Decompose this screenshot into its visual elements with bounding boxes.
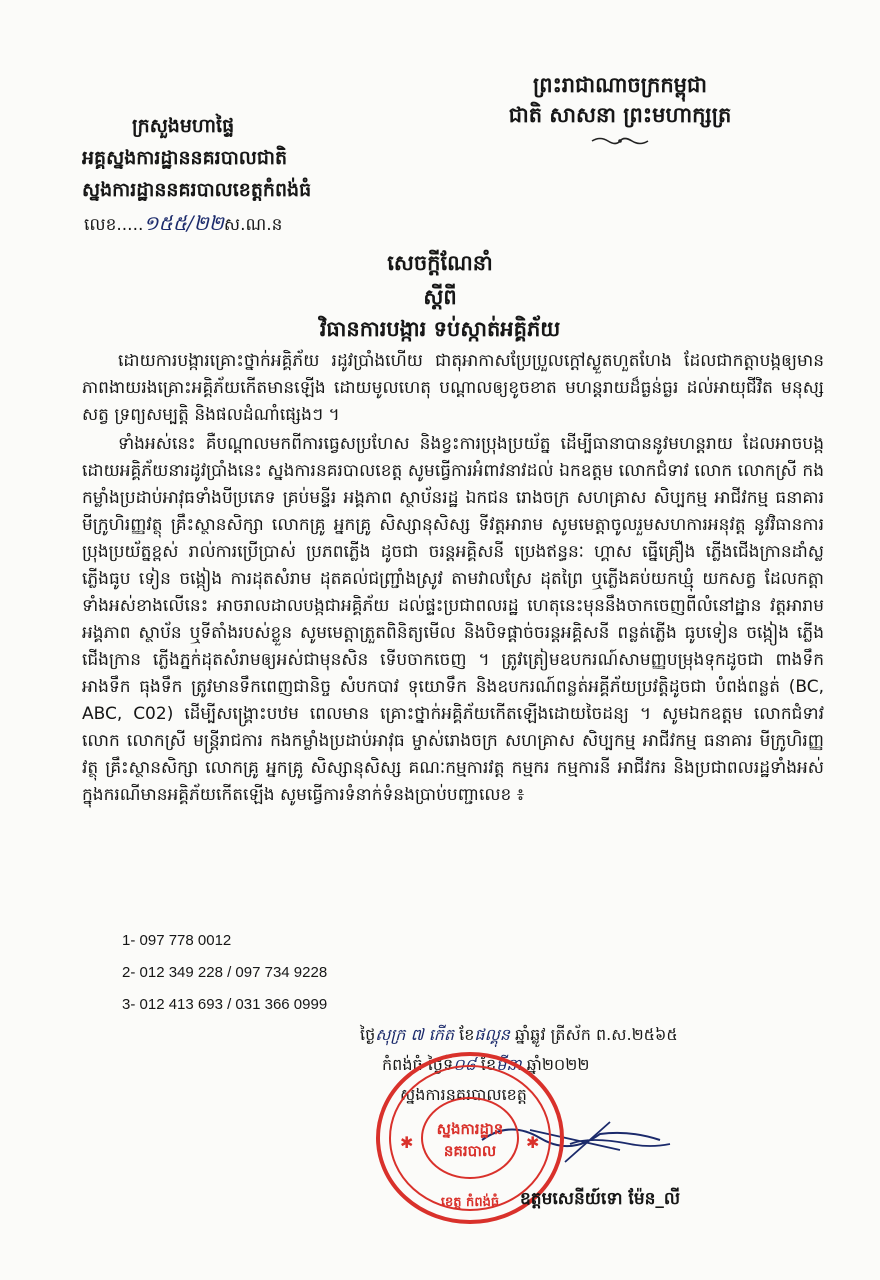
stamp-text-2: នគរបាល [443, 1142, 497, 1160]
hotline-item: 2- 012 349 228 / 097 734 9228 [122, 964, 328, 981]
ornament-divider-icon [590, 136, 650, 146]
provincial-commissariat: ស្នងការដ្ឋាននគរបាលខេត្តកំពង់ធំ [82, 179, 312, 201]
reference-handwritten-year: ២២ [193, 211, 224, 235]
issuing-office: ស្នងការនគរបាលខេត្ត [400, 1085, 527, 1104]
svg-text:✱: ✱ [400, 1133, 414, 1152]
general-commissariat: អគ្គស្នងការដ្ឋាននគរបាលជាតិ [82, 147, 288, 169]
document-title-about: ស្ដីពី [423, 285, 457, 309]
ministry-name: ក្រសួងមហាផ្ទៃ [132, 115, 235, 137]
document-subject: វិធានការបង្ការ ទប់ស្កាត់អគ្គិភ័យ [319, 317, 561, 341]
kingdom-title: ព្រះរាជាណាចក្រកម្ពុជា [532, 73, 707, 97]
document-title: សេចក្ដីណែនាំ [387, 251, 493, 275]
stamp-text-1: ស្នងការដ្ឋាន [436, 1120, 504, 1138]
national-motto: ជាតិ សាសនា ព្រះមហាក្សត្រ [508, 103, 732, 127]
svg-text:✱: ✱ [526, 1133, 540, 1152]
reference-number: លេខ.....១៥៥/២២ស.ណ.ន [84, 211, 283, 235]
hotline-item: 1- 097 778 0012 [122, 932, 232, 949]
body-paragraph-1: ដោយការបង្ការគ្រោះថ្នាក់អគ្គិភ័យ រដូវប្រាំងហើយ ជាតុអាកាសប្រែប្រួលក្ដៅស្ងួតហួតហែង ដែលជាកត្តាបង្កឲ្យមានភាពងាយរងគ្រោះអគ្គិភ័យកើតមានឡើង ដោយមូលហេតុ បណ្ដាលឲ្យខូចខាត មហន្តរាយដ៏ធ្ងន់ធ្ងរ ដល់អាយុជីវិត មនុស្ស សត្វ ទ្រព្យសម្បត្តិ និងផលដំណាំផ្សេងៗ ។ [82, 351, 824, 425]
document-body [82, 348, 824, 809]
kingdom-header [470, 70, 770, 150]
signer-name: ឧត្ដមសេនីយ៍ទោ ម៉ែន_លី [520, 1189, 681, 1209]
hotline-list [122, 930, 327, 1026]
lunar-date: ថ្ងៃសុក្រ ៧ កើត ខែផល្គុន ឆ្នាំឆ្លូវ ត្រីស័ក ព.ស.២៥៦៥ [360, 1025, 678, 1044]
ministry-header [82, 110, 402, 206]
body-paragraph-2: ទាំងអស់នេះ គឺបណ្ដាលមកពីការធ្វេសប្រហែស និងខ្វះការប្រុងប្រយ័ត្ន ដើម្បីធានាបាននូវមហន្តរាយ ដែលអាចបង្កដោយអគ្គិភ័យនារដូវប្រាំងនេះ ស្នងការនគរបាលខេត្ត សូមធ្វើការអំពាវនាវដល់ ឯកឧត្ដម លោកជំទាវ លោក លោកស្រី កងកម្លាំងប្រដាប់អាវុធទាំងបីប្រភេទ គ្រប់មន្ទីរ អង្គភាព ស្ថាប័នរដ្ឋ ឯកជន រោងចក្រ សហគ្រាស សិប្បកម្ម អាជីវកម្ម ធនាគារ មីក្រូហិរញ្ញវត្ថុ គ្រឹះស្ថានសិក្សា លោកគ្រូ អ្នកគ្រូ សិស្សានុសិស្ស ទីវត្តអារាម សូមមេត្តាចូលរួមសហការអនុវត្ត នូវវិធានការប្រុងប្រយ័ត្នខ្ពស់ រាល់ការប្រើប្រាស់ ប្រភពភ្លើង ដូចជា ចរន្តអគ្គិសនី ប្រេងឥន្ធនៈ ហ្គាស ធ្នើគ្រឿង ភ្លើងជើងក្រានដាំស្ល ភ្លើងធូប ទៀន ចង្កៀង ការដុតសំរាម ដុតគល់ជញ្ជ្រាំងស្រូវ តាមវាលស្រែ ដុតព្រៃ ឬភ្លើងគប់យកឃ្មុំ យកសត្វ ដែលកត្តាទាំងអស់ខាងលើនេះ អាចរាលដាលបង្កជាអគ្គិភ័យ ដល់ផ្ទះប្រជាពលរដ្ឋ ហេតុនេះមុននឹងចាកចេញពីលំនៅដ្ឋាន វត្តអារាម អង្គភាព ស្ថាប័ន ឬទីតាំងរបស់ខ្លួន សូមមេត្តាត្រួតពិនិត្យមើល និងបិទផ្ដាច់ចរន្តអគ្គិសនី ពន្លត់ភ្លើង ធូបទៀន ចង្កៀង ភ្លើងជើងក្រាន ភ្លើងភ្នក់ដុតសំរាមឲ្យអស់ជាមុនសិន ទើបចាកចេញ ។ ត្រូវត្រៀមឧបករណ៍សាមញ្ញបម្រុងទុកដូចជា ពាងទឹក អាងទឹក ធុងទឹក ត្រូវមានទឹកពេញជានិច្ច សំបកបាវ ទុយោទឹក និងឧបករណ៍ពន្លត់អគ្គីភ័យប្រវត្តិដូចជា បំពង់ពន្លត់ (BC, ABC, C02) ដើម្បីសង្គ្រោះបឋម ពេលមាន គ្រោះថ្នាក់អគ្គិភ័យកើតឡើងដោយចៃដន្យ ។ សូមឯកឧត្ដម លោកជំទាវ លោក លោកស្រី មន្ត្រីរាជការ កងកម្លាំងប្រដាប់អាវុធ ម្ចាស់រោងចក្រ សហគ្រាស សិប្បកម្ម អាជីវកម្ម ធនាគារ មីក្រូហិរញ្ញវត្ថុ គ្រឹះស្ថានសិក្សា លោកគ្រូ អ្នកគ្រូ សិស្សានុសិស្ស គណៈកម្មការវត្ត កម្មករ កម្មការនី អាជីវករ និងប្រជាពលរដ្ឋទាំងអស់ ក្នុងករណីមានអគ្គិភ័យកើតឡើង សូមធ្វើការទំនាក់ទំនងប្រាប់បញ្ជាលេខ ៖ [82, 434, 824, 805]
stamp-text-bottom: ខេត្ត កំពង់ធំ [440, 1195, 500, 1210]
hotline-item: 3- 012 413 693 / 031 366 0999 [122, 996, 328, 1013]
solar-date: កំពង់ធំ ថ្ងៃទី០៨ ខែមីនា ឆ្នាំ២០២២ [382, 1055, 590, 1074]
reference-handwritten-number: ១៥៥ [143, 211, 187, 235]
